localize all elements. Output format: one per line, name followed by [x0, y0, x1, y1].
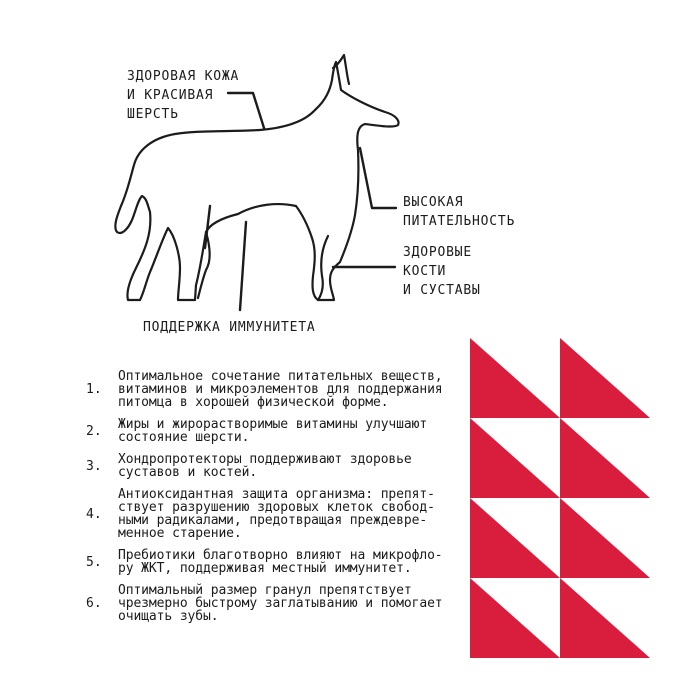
list-item	[80, 418, 500, 444]
list-item-number: 2.	[86, 423, 102, 439]
list-item-number: 5.	[86, 554, 102, 570]
list-item-text: Антиоксидантная защита организма: препят- ствует разрушению здоровых клеток свобод- ными радикалами, предотвращая преждевре- менное старение.	[118, 487, 435, 541]
list-item	[80, 488, 500, 540]
callout-lines	[205, 93, 396, 310]
list-item-number: 1.	[86, 382, 102, 397]
callout-bones-joints: ЗДОРОВЫЕ КОСТИ И СУСТАВЫ	[403, 245, 481, 298]
list-item-text: Пребиотики благотворно влияют на микрофло- ру ЖКТ, поддерживая местный иммунитет.	[118, 548, 443, 576]
pattern-triangle	[560, 498, 650, 578]
immunity-leader-line-2	[240, 222, 246, 310]
list-item	[80, 370, 500, 409]
list-item-text: Жиры и жирорастворимые витамины улучшают состояние шерсти.	[118, 417, 428, 445]
nutrition-leader-line	[360, 148, 396, 208]
benefits-list	[80, 370, 500, 632]
callout-nutrition: ВЫСОКАЯ ПИТАТЕЛЬНОСТЬ	[403, 195, 516, 229]
pattern-triangle	[560, 418, 650, 498]
callout-immunity: ПОДДЕРЖКА ИММУНИТЕТА	[143, 320, 316, 335]
list-item-text: Оптимальный размер гранул препятствует чрезмерно быстрому заглатыванию и помогает очищать зубы.	[118, 583, 443, 624]
list-item-number: 6.	[86, 596, 102, 611]
callout-skin-coat: ЗДОРОВАЯ КОЖА И КРАСИВАЯ ШЕРСТЬ	[127, 69, 240, 122]
dog-ear-outline	[333, 55, 349, 84]
list-item-text: Оптимальное сочетание питательных веществ, витаминов и микроэлементов для поддержания питомца в хорошей физической форме.	[118, 369, 443, 410]
list-item	[80, 453, 500, 479]
list-item	[80, 584, 500, 623]
dog-front-leg-inner	[318, 236, 328, 300]
pattern-triangle	[560, 578, 650, 658]
list-item-text: Хондропротекторы поддерживают здоровье суставов и костей.	[118, 452, 412, 480]
list-item-number: 4.	[86, 506, 102, 522]
pattern-triangle	[560, 338, 650, 418]
list-item-number: 3.	[86, 458, 102, 474]
list-item	[80, 549, 500, 575]
